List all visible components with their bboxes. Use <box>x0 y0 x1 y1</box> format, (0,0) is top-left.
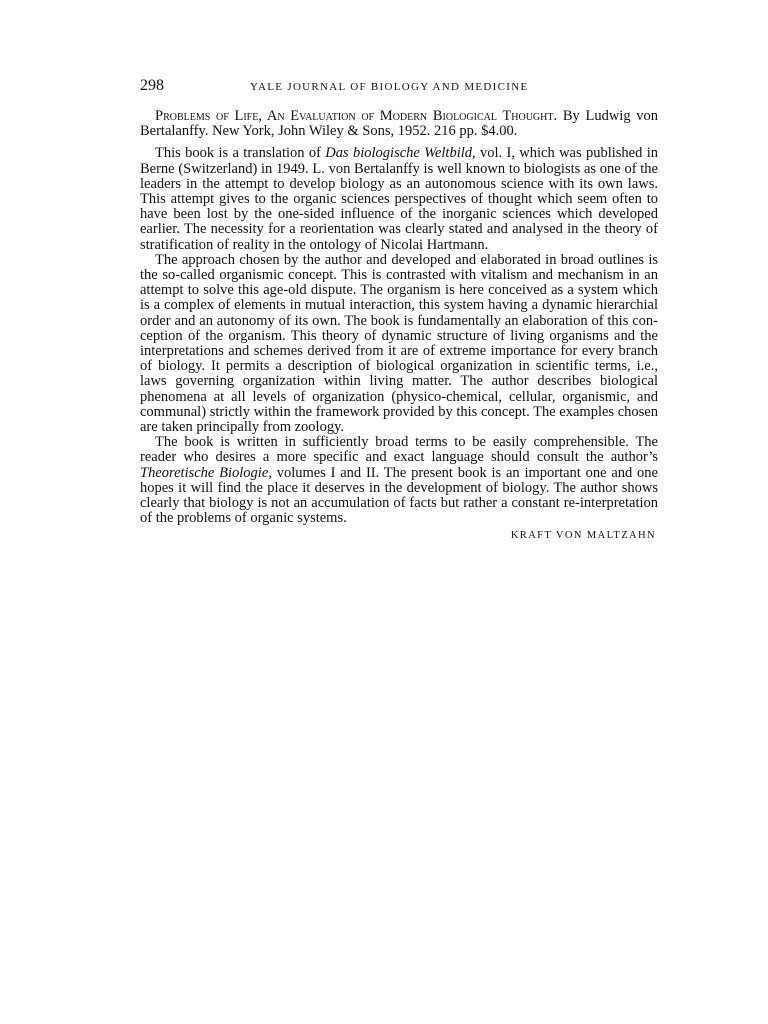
book-title: Problems of Life, An Evaluation of Modern Biological Thought. <box>155 108 558 124</box>
paragraph-text: vol. I, which was published in Berne (Switzerland) in 1949. L. von Bertalanffy is well known to biologists as one of the leaders in the attempt to develop biology as an autonomous science with its own laws. This attempt gives to the organic sciences perspectives of thought which seem often to have been lost by the one-sided influence of the inorganic sciences which developed earlier. The necessity for a reorientation was clearly stated and analysed in the theory of stratification of reality in the ontology of Nicolai Hartmann. <box>140 145 658 253</box>
paragraph-text: volumes I and II. The present book is an important one and one hopes it will find the place it deserves in the development of biology. The author shows clearly that biology is not an accumulation of facts but rather a constant re-interpretation of the problems of organic systems. <box>140 464 658 527</box>
review-paragraph-2: The approach chosen by the author and developed and elaborated in broad outlines is the so-called organismic concept. This is contrasted with vitalism and mechanism in an attempt to solve this age-old dispute. The organism is here conceived as a system which is a complex of elements in mutual interaction, this system having a dynamic hierarchial order and an autonomy of its own. The book is fundamentally an elaboration of this conception of the organism. This theory of dynamic structure of living organisms and the interpretations and schemes derived from it are of extreme importance for every branch of biology. It permits a description of biological organization in scientific terms, i.e., laws governing organization within living matter. The author describes biological phenomena at all levels of organization (physico-chemical, cellular, organismic, and communal) strictly within the framework provided by this concept. The examples chosen are taken principally from zoology. <box>140 251 658 436</box>
italic-book-title: Theoretische Biologie, <box>140 464 272 481</box>
reviewer-signature: KRAFT VON MALTZAHN <box>510 530 656 542</box>
paragraph-text: This book is a translation of <box>155 145 326 162</box>
paragraph-text: The book is written in sufficiently broad terms to be easily comprehensible. The reader who desires a more specific and exact language should consult the author’s <box>140 434 658 466</box>
journal-page <box>140 76 658 544</box>
review-paragraph-1 <box>140 146 658 252</box>
page-number: 298 <box>140 77 164 94</box>
review-paragraph-3 <box>140 435 658 526</box>
book-citation <box>140 109 658 139</box>
running-head <box>140 76 658 98</box>
book-details: By Ludwig von Bertalanffy. New York, John Wiley & Sons, 1952. 216 pp. $4.00. <box>140 108 659 140</box>
italic-book-title: Das biologische Weltbild, <box>325 145 476 162</box>
journal-title: YALE JOURNAL OF BIOLOGY AND MEDICINE <box>250 81 529 93</box>
